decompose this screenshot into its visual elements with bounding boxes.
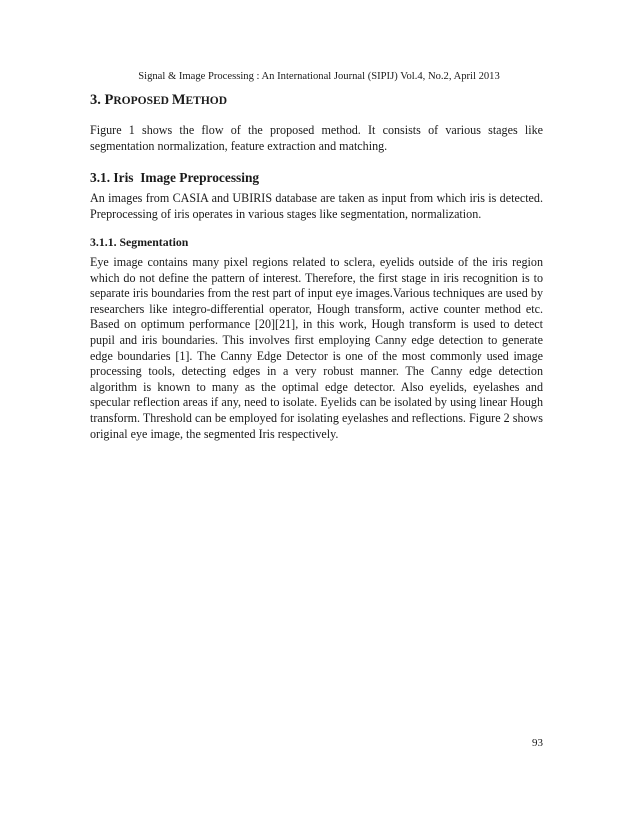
section-title-word-2-rest: ETHOD — [185, 95, 228, 107]
running-header: Signal & Image Processing : An International Journal (SIPIJ) Vol.4, No.2, April 2013 — [138, 71, 500, 82]
page-number: 93 — [532, 737, 543, 749]
section-number: 3. — [90, 92, 105, 108]
section-title-word-2-initial: M — [171, 92, 186, 108]
subsubsection-heading: 3.1.1. Segmentation — [90, 235, 189, 249]
section-title-word-1-initial: P — [104, 92, 114, 108]
subsection-paragraph: An images from CASIA and UBIRIS database are taken as input from which iris is detected. Preprocessing of iris operates in various stages like segmentation, normalization. — [90, 191, 543, 221]
section-heading — [90, 91, 227, 110]
subsection-heading: 3.1. Iris Image Preprocessing — [90, 170, 260, 185]
subsubsection-paragraph: Eye image contains many pixel regions related to sclera, eyelids outside of the iris region which do not define the pattern of interest. Therefore, the first stage in iris recognition is to separate iris boundaries from the rest part of input eye images.Various techniques are used by researchers like integro-differential operator, Hough transform, active counter method etc. Based on optimum performance [20][21], in this work, Hough transform is used to detect pupil and iris boundaries. This involves first employing Canny edge detection to generate edge boundaries [1]. The Canny Edge Detector is one of the most commonly used image processing tools, detecting edges in a very robust manner. The Canny edge detection algorithm is known to many as the optimal edge detector. Also eyelids, eyelashes and specular reflection areas if any, need to isolate. Eyelids can be isolated by using linear Hough transform. Threshold can be employed for isolating eyelashes and reflections. Figure 2 shows original eye image, the segmented Iris respectively. — [90, 255, 543, 441]
section-paragraph: Figure 1 shows the flow of the proposed method. It consists of various stages like segmentation normalization, feature extraction and matching. — [90, 123, 543, 153]
section-title-word-1-rest: ROPOSED — [113, 95, 172, 107]
